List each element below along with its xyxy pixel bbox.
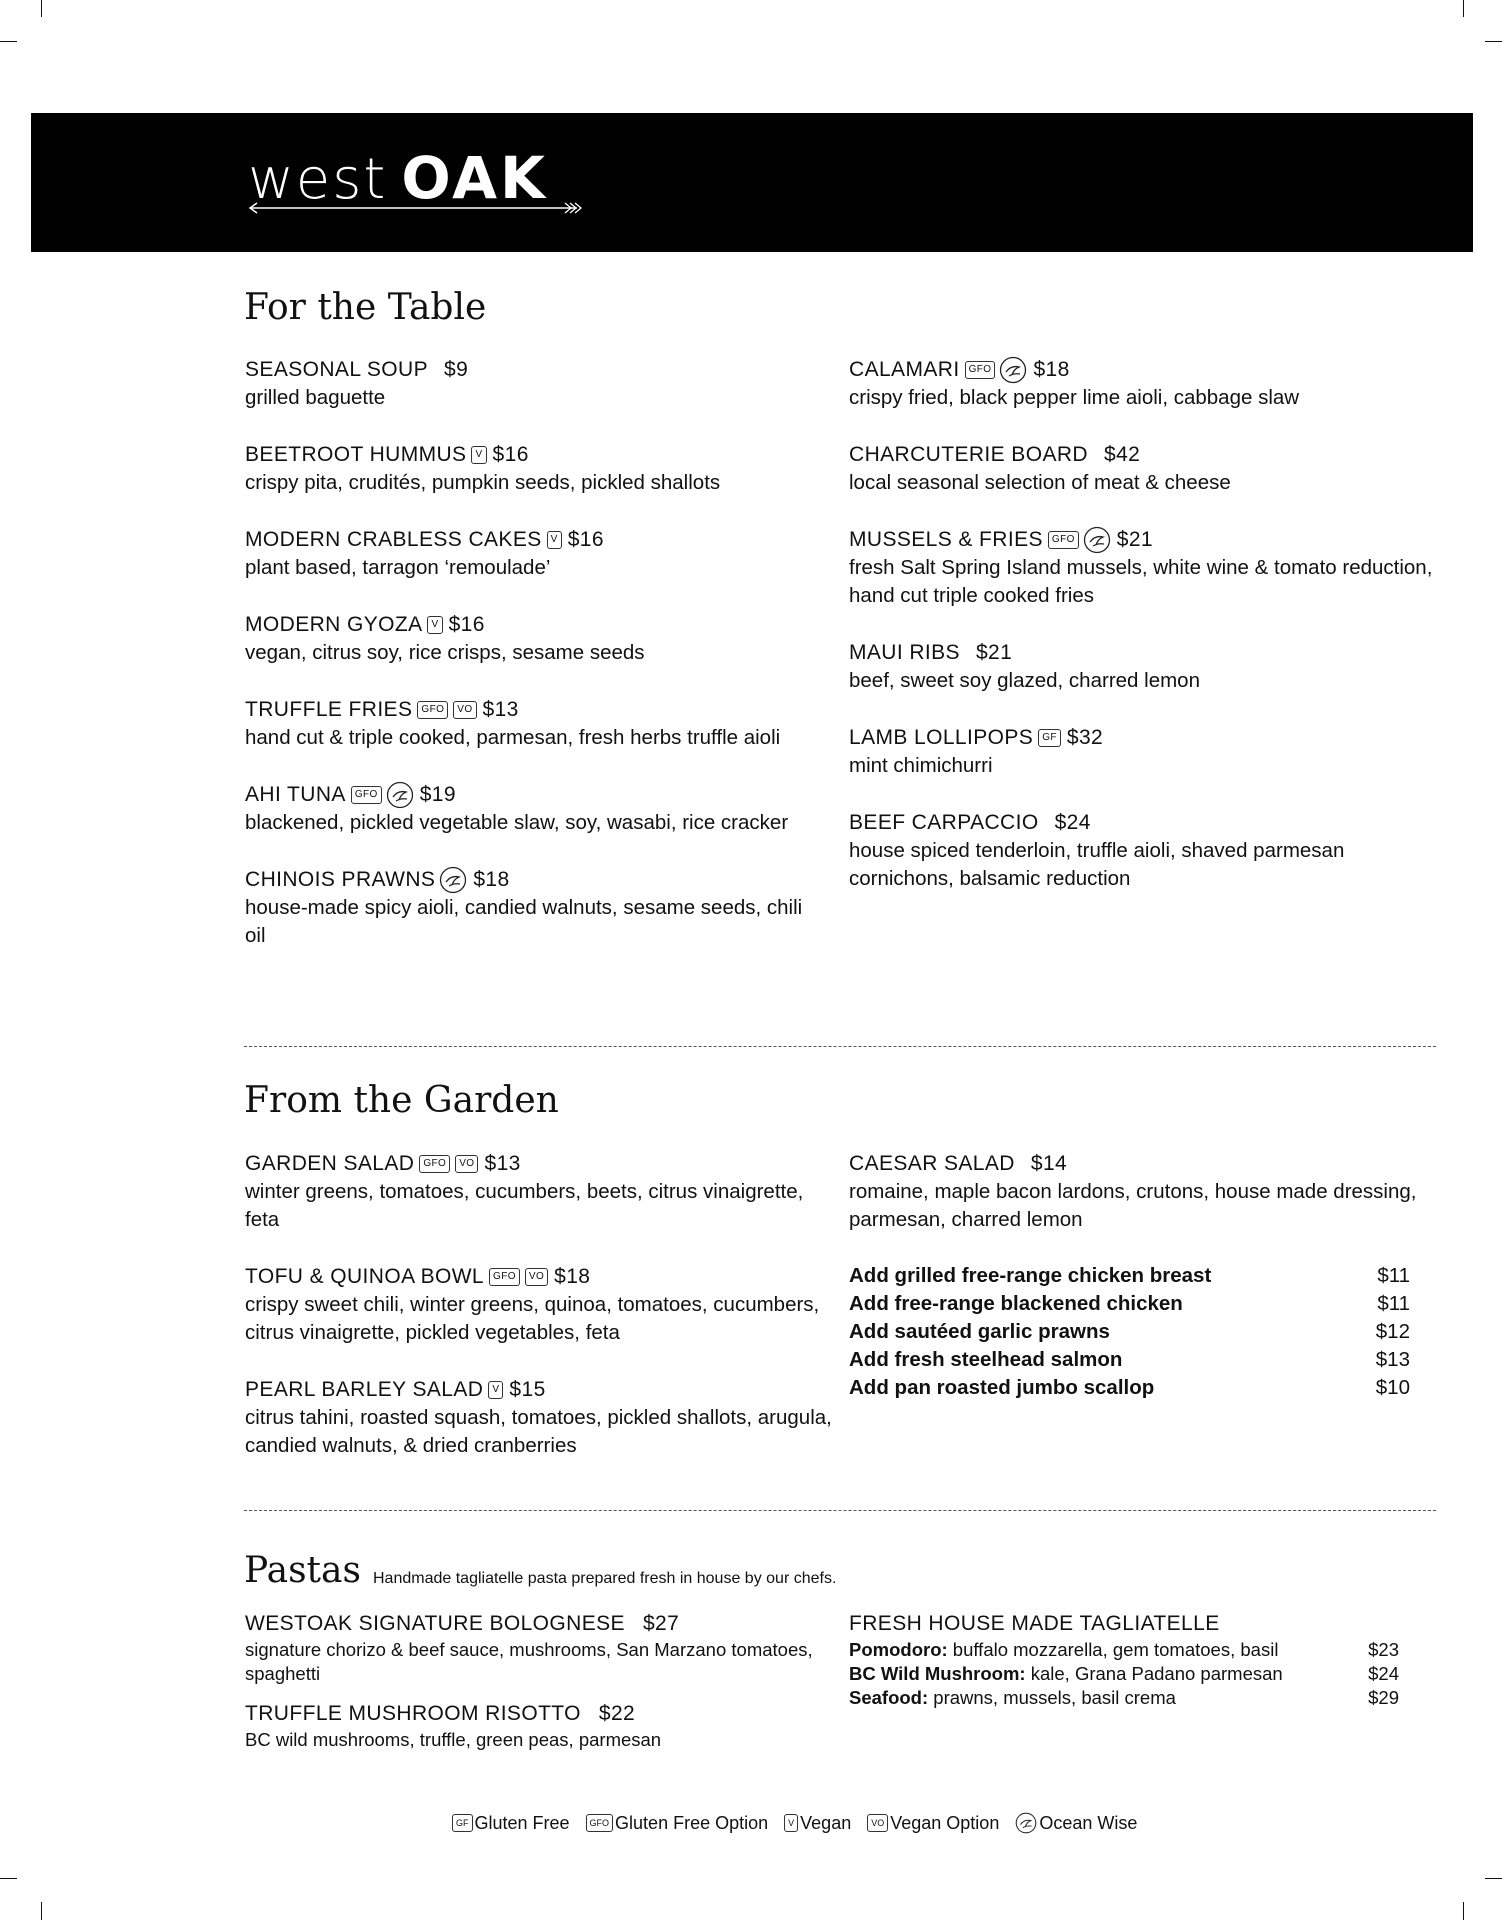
item-name-row [245,526,825,554]
add-on-price: $12 [1375,1320,1410,1343]
item-description: grilled baguette [245,386,386,409]
section-divider [244,1510,1436,1511]
item-price: $9 [443,358,469,381]
item-name: MUSSELS & FRIES [849,528,1043,551]
item-name-row [245,696,825,724]
tagliatelle-option [849,1638,1399,1662]
ocean-wise-icon [999,356,1027,384]
item-name-row [849,441,1439,469]
pasta-item [245,1700,825,1752]
item-name: MODERN GYOZA [245,613,423,636]
v-badge: V [427,616,442,634]
add-on-label: Add grilled free-range chicken breast [849,1264,1212,1287]
item-description: mint chimichurri [849,754,993,777]
vo-badge: VO [867,1814,888,1832]
crop-mark [1463,0,1464,17]
add-ons-list [849,1262,1439,1402]
tagliatelle-option-desc: kale, Grana Padano parmesan [1025,1663,1283,1684]
item-price: $24 [1054,811,1091,834]
vo-badge: VO [455,1155,478,1173]
item-name: LAMB LOLLIPOPS [849,726,1034,749]
ocean-wise-icon [386,781,414,809]
pasta-name-row [245,1700,825,1728]
gf-badge: GF [1038,729,1061,747]
item-name-row [245,356,825,384]
vo-badge: VO [525,1268,548,1286]
item-description: fresh Salt Spring Island mussels, white wine & tomato reduction, hand cut triple cooked fries [849,556,1433,607]
item-name-row [245,781,825,809]
item-description: local seasonal selection of meat & cheese [849,471,1231,494]
tagliatelle-option-label: BC Wild Mushroom: [849,1663,1026,1684]
item-price: $42 [1104,443,1141,466]
legend-item [586,1813,769,1834]
item-name: AHI TUNA [245,783,346,806]
item-price: $13 [482,698,519,721]
legend-label: Vegan Option [890,1812,1000,1833]
add-on-price: $11 [1377,1292,1410,1315]
add-on-row [849,1374,1410,1402]
item-name-row [849,809,1439,837]
item-name: PEARL BARLEY SALAD [245,1378,484,1401]
add-on-label: Add fresh steelhead salmon [849,1348,1123,1371]
add-on-row [849,1290,1410,1318]
table-left-column [245,356,825,979]
menu-item [245,526,825,582]
v-badge: V [488,1381,503,1399]
item-description: vegan, citrus soy, rice crisps, sesame seeds [245,641,645,664]
logo-light-text: west [248,147,388,212]
ocean-wise-icon [1015,1812,1037,1834]
crop-mark [1485,41,1502,42]
item-price: $13 [484,1152,521,1175]
item-name: GARDEN SALAD [245,1152,415,1175]
item-name-row [245,1376,835,1404]
item-description: beef, sweet soy glazed, charred lemon [849,669,1200,692]
pasta-left-column [245,1610,825,1766]
gfo-badge: GFO [351,786,382,804]
add-on-label: Add pan roasted jumbo scallop [849,1376,1155,1399]
menu-item [245,1376,835,1460]
item-description: crispy fried, black pepper lime aioli, cabbage slaw [849,386,1300,409]
section-title-table: For the Table [244,287,487,328]
tagliatelle-option-desc: prawns, mussels, basil crema [928,1687,1176,1708]
gfo-badge: GFO [1048,531,1079,549]
menu-item [849,809,1439,893]
item-name-row [245,611,825,639]
item-description: winter greens, tomatoes, cucumbers, beets, citrus vinaigrette, feta [245,1180,804,1231]
pasta-name-row [245,1610,825,1638]
ocean-wise-icon [1083,526,1111,554]
item-description: hand cut & triple cooked, parmesan, fresh herbs truffle aioli [245,726,781,749]
item-name-row [849,724,1439,752]
item-price: $18 [473,868,510,891]
item-description: blackened, pickled vegetable slaw, soy, wasabi, rice cracker [245,811,789,834]
legend-item [452,1813,570,1834]
pasta-name: WESTOAK SIGNATURE BOLOGNESE [245,1612,625,1635]
item-name: BEEF CARPACCIO [849,811,1039,834]
menu-item [245,696,825,752]
item-description: plant based, tarragon ‘remoulade’ [245,556,551,579]
menu-item [849,356,1439,412]
item-name: TRUFFLE FRIES [245,698,413,721]
v-badge: V [471,446,486,464]
menu-item [245,866,825,950]
garden-right-column [849,1150,1439,1402]
item-price: $21 [1116,528,1154,551]
item-name: MODERN CRABLESS CAKES [245,528,542,551]
legend-item [784,1813,851,1834]
menu-item [849,1150,1439,1234]
item-description: citrus tahini, roasted squash, tomatoes, pickled shallots, arugula, candied walnuts, & dried cranberries [245,1406,832,1457]
tagliatelle-option-label: Pomodoro: [849,1639,948,1660]
item-name-row [245,1150,835,1178]
pasta-right-column [849,1610,1449,1710]
item-description: romaine, maple bacon lardons, crutons, house made dressing, parmesan, charred lemon [849,1180,1417,1231]
pasta-price: $22 [598,1702,636,1725]
add-on-price: $11 [1377,1264,1410,1287]
gfo-badge: GFO [586,1814,614,1832]
menu-item [245,781,825,837]
item-name: CAESAR SALAD [849,1152,1015,1175]
item-name-row [849,526,1439,554]
menu-item [849,639,1439,695]
menu-item [245,1150,835,1234]
item-price: $18 [554,1265,591,1288]
item-description: house spiced tenderloin, truffle aioli, shaved parmesan cornichons, balsamic reduction [849,839,1345,890]
add-on-label: Add sautéed garlic prawns [849,1320,1110,1343]
pasta-item [245,1610,825,1686]
tagliatelle-option-price: $24 [1368,1663,1399,1684]
logo-bold-text: OAK [401,144,548,212]
item-name: TOFU & QUINOA BOWL [245,1265,485,1288]
legend-label: Gluten Free Option [615,1812,769,1833]
item-description: crispy sweet chili, winter greens, quinoa, tomatoes, cucumbers, citrus vinaigrette, pickled vegetables, feta [245,1293,820,1344]
item-name-row [849,639,1439,667]
tagliatelle-option-text [849,1686,1176,1710]
item-name-row [849,356,1439,384]
add-on-price: $13 [1375,1348,1410,1371]
pasta-description: signature chorizo & beef sauce, mushrooms, San Marzano tomatoes, spaghetti [245,1639,813,1684]
gfo-badge: GFO [965,361,996,379]
item-price: $19 [419,783,456,806]
menu-item [245,356,825,412]
item-name-row [245,866,825,894]
tagliatelle-option [849,1662,1399,1686]
logo [248,144,548,212]
item-price: $14 [1030,1152,1068,1175]
legend-label: Vegan [800,1812,852,1833]
vo-badge: VO [453,701,476,719]
dietary-legend [452,1812,1153,1834]
pasta-price: $27 [642,1612,680,1635]
item-description: house-made spicy aioli, candied walnuts, sesame seeds, chili oil [245,896,803,947]
crop-mark [0,41,17,42]
crop-mark [41,0,42,17]
menu-item [245,441,825,497]
section-title-pastas: Pastas [244,1550,361,1591]
add-on-row [849,1262,1410,1290]
legend-label: Gluten Free [474,1812,570,1833]
add-on-price: $10 [1375,1376,1410,1399]
gfo-badge: GFO [489,1268,520,1286]
menu-item [849,724,1439,780]
ocean-wise-icon [439,866,467,894]
item-price: $16 [492,443,529,466]
garden-left-column [245,1150,835,1489]
v-badge: V [784,1814,798,1832]
arrow-icon [247,201,583,215]
pasta-description: BC wild mushrooms, truffle, green peas, parmesan [245,1729,662,1750]
item-price: $18 [1033,358,1070,381]
item-price: $32 [1066,726,1104,749]
item-price: $21 [975,641,1013,664]
gfo-badge: GFO [419,1155,450,1173]
crop-mark [0,1878,17,1879]
menu-item [245,611,825,667]
section-divider [244,1046,1436,1047]
table-right-column [849,356,1439,922]
item-name: MAUI RIBS [849,641,960,664]
item-name: CALAMARI [849,358,960,381]
item-name-row [849,1150,1439,1178]
item-name: CHARCUTERIE BOARD [849,443,1088,466]
crop-mark [41,1902,42,1920]
tagliatelle-option-price: $23 [1368,1639,1399,1660]
gf-badge: GF [452,1814,473,1832]
item-name: CHINOIS PRAWNS [245,868,436,891]
v-badge: V [547,531,562,549]
item-price: $16 [448,613,485,636]
tagliatelle-option-price: $29 [1368,1687,1399,1708]
add-on-label: Add free-range blackened chicken [849,1292,1183,1315]
tagliatelle-option-label: Seafood: [849,1687,929,1708]
item-price: $15 [509,1378,546,1401]
legend-label: Ocean Wise [1039,1812,1138,1833]
item-name-row [245,1263,835,1291]
item-price: $16 [567,528,604,551]
gfo-badge: GFO [417,701,448,719]
add-on-row [849,1318,1410,1346]
tagliatelle-option-text [849,1662,1283,1686]
header-banner [31,113,1473,252]
pastas-note: Handmade tagliatelle pasta prepared fresh in house by our chefs. [373,1570,837,1587]
item-description: crispy pita, crudités, pumpkin seeds, pickled shallots [245,471,721,494]
section-title-garden: From the Garden [244,1080,559,1121]
menu-item [245,1263,835,1347]
tagliatelle-option-desc: buffalo mozzarella, gem tomatoes, basil [947,1639,1279,1660]
item-name: BEETROOT HUMMUS [245,443,467,466]
tagliatelle-option-text [849,1638,1278,1662]
menu-item [849,441,1439,497]
item-name-row [245,441,825,469]
legend-item [867,1813,999,1834]
item-name: SEASONAL SOUP [245,358,428,381]
crop-mark [1485,1878,1502,1879]
tagliatelle-title: FRESH HOUSE MADE TAGLIATELLE [849,1612,1220,1635]
add-on-row [849,1346,1410,1374]
menu-item [849,526,1439,610]
pasta-name: TRUFFLE MUSHROOM RISOTTO [245,1702,581,1725]
tagliatelle-option [849,1686,1399,1710]
crop-mark [1463,1902,1464,1920]
legend-item [1015,1812,1137,1834]
